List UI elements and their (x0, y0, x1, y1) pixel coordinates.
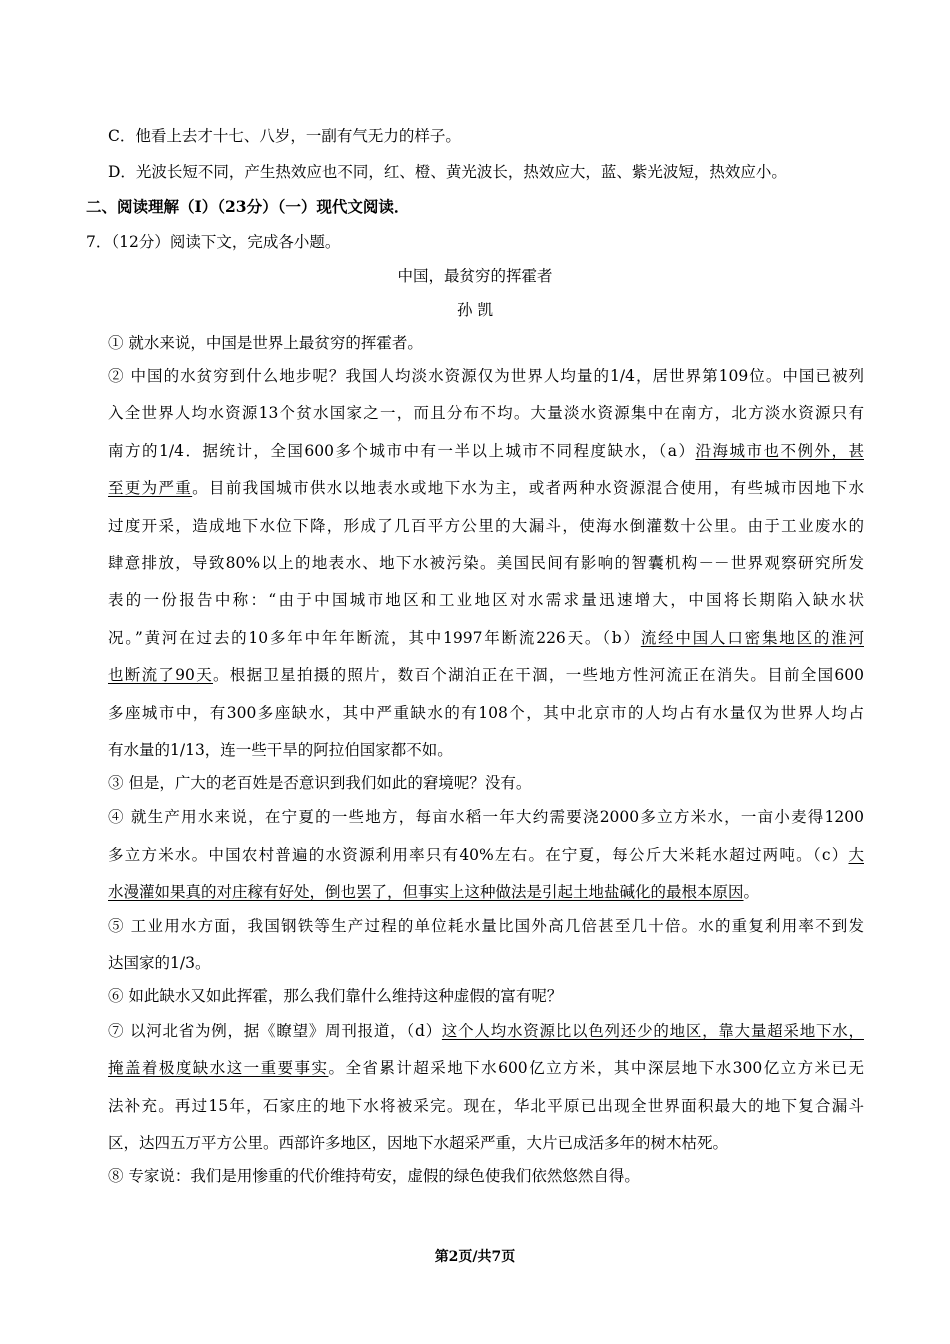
paragraph-3: ③ 但是，广大的老百姓是否意识到我们如此的窘境呢？没有。 (108, 774, 532, 792)
underlined-sentence-d: 这个人均水资源比以色列还少的地区，靠大量超采地下水， (441, 1022, 864, 1040)
underlined-sentence-d: 掩盖着极度缺水这一重要事实 (108, 1059, 329, 1077)
page-number: 第2页/共7页 (434, 1249, 516, 1265)
question-prompt: 7．（12分）阅读下文，完成各小题。 (86, 233, 341, 251)
paragraph-line (108, 882, 759, 902)
paragraph-line: 法补充。再过15年，石家庄的地下水将被采完。现在，华北平原已出现全世界面积最大的地下复合漏斗 (108, 1097, 864, 1115)
text-segment: 。全省累计超采地下水600亿立方米，其中深层地下水300亿立方米已无 (328, 1059, 864, 1077)
paragraph-line: 有水量的1/13，连一些干旱的阿拉伯国家都不如。 (108, 741, 453, 759)
underlined-sentence-c: 水漫灌如果真的对庄稼有好处，倒也罢了，但事实上这种做法是引起土地盐碱化的最根本原因 (108, 883, 744, 901)
section-heading: 二、阅读理解（Ⅰ）（23分）（一）现代文阅读． (86, 197, 410, 216)
text-segment: 。 (743, 883, 760, 901)
paragraph-line: 入全世界人均水资源13个贫水国家之一，而且分布不均。大量淡水资源集中在南方，北方淡水资源只有 (108, 404, 864, 422)
article-author: 孙 凯 (457, 301, 493, 319)
paragraph-1: ① 就水来说，中国是世界上最贫穷的挥霍者。 (108, 334, 423, 352)
paragraph-line: 过度开采，造成地下水位下降，形成了几百平方公里的大漏斗，使海水倒灌数十公里。由于工业废水的 (108, 517, 864, 535)
paragraph-line (108, 1021, 864, 1041)
text-segment: 多立方米水。中国农村普遍的水资源利用率只有40%左右。在宁夏，每公斤大米耗水超过两吨。（c） (108, 846, 849, 864)
underlined-sentence-b: 流经中国人口密集地区的淮河 (640, 629, 864, 647)
paragraph-line: ⑤ 工业用水方面，我国钢铁等生产过程的单位耗水量比国外高几倍甚至几十倍。水的重复利用率不到发 (108, 917, 864, 935)
text-segment: 况。”黄河在过去的10多年中年年断流，其中1997年断流226天。（b） (108, 629, 641, 647)
paragraph-line: ② 中国的水贫穷到什么地步呢？我国人均淡水资源仅为世界人均量的1/4，居世界第109位。中国已被列 (108, 367, 864, 385)
paragraph-6: ⑥ 如此缺水又如此挥霍，那么我们靠什么维持这种虚假的富有呢？ (108, 987, 563, 1005)
paragraph-8: ⑧ 专家说：我们是用惨重的代价维持苟安，虚假的绿色使我们依然悠然自得。 (108, 1167, 640, 1185)
paragraph-line: 肆意排放，导致80%以上的地表水、地下水被污染。美国民间有影响的智囊机构－－世界观察研究所发 (108, 554, 864, 572)
paragraph-line (108, 441, 864, 461)
option-c: C．他看上去才十七、八岁，一副有气无力的样子。 (108, 127, 461, 145)
underlined-sentence-c: 大 (848, 846, 864, 864)
paragraph-line (108, 665, 864, 685)
paragraph-line: 达国家的1/3。 (108, 954, 211, 972)
underlined-sentence-a: 至更为严重 (108, 479, 193, 497)
text-segment: 。根据卫星拍摄的照片，数百个湖泊正在干涸，一些地方性河流正在消失。目前全国600 (213, 666, 864, 684)
text-segment: 。目前我国城市供水以地表水或地下水为主，或者两种水资源混合使用，有些城市因地下水 (192, 479, 864, 497)
paragraph-line: 区，达四五万平方公里。西部许多地区，因地下水超采严重，大片已成活多年的树木枯死。 (108, 1134, 729, 1152)
paragraph-line: 多座城市中，有300多座缺水，其中严重缺水的有108个，其中北京市的人均占有水量仅为世界人均占 (108, 704, 864, 722)
text-segment: ⑦ 以河北省为例，据《瞭望》周刊报道，（d） (108, 1022, 442, 1040)
text-segment: 南方的1/4．据统计，全国600多个城市中有一半以上城市不同程度缺水，（a） (108, 442, 696, 460)
underlined-sentence-b: 也断流了90天 (108, 666, 213, 684)
paragraph-line (108, 478, 864, 498)
underlined-sentence-a: 沿海城市也不例外，甚 (695, 442, 864, 460)
paragraph-line: ④ 就生产用水来说，在宁夏的一些地方，每亩水稻一年大约需要浇2000多立方米水，一亩小麦得1200 (108, 808, 864, 826)
paragraph-line (108, 845, 864, 865)
article-title: 中国，最贫穷的挥霍者 (397, 267, 553, 285)
option-d: D．光波长短不同，产生热效应也不同，红、橙、黄光波长，热效应大，蓝、紫光波短，热效应小。 (108, 163, 787, 181)
paragraph-line: 表的一份报告中称：“由于中国城市地区和工业地区对水需求量迅速增大，中国将长期陷入缺水状 (108, 591, 864, 609)
paragraph-line (108, 628, 864, 648)
paragraph-line (108, 1058, 864, 1078)
